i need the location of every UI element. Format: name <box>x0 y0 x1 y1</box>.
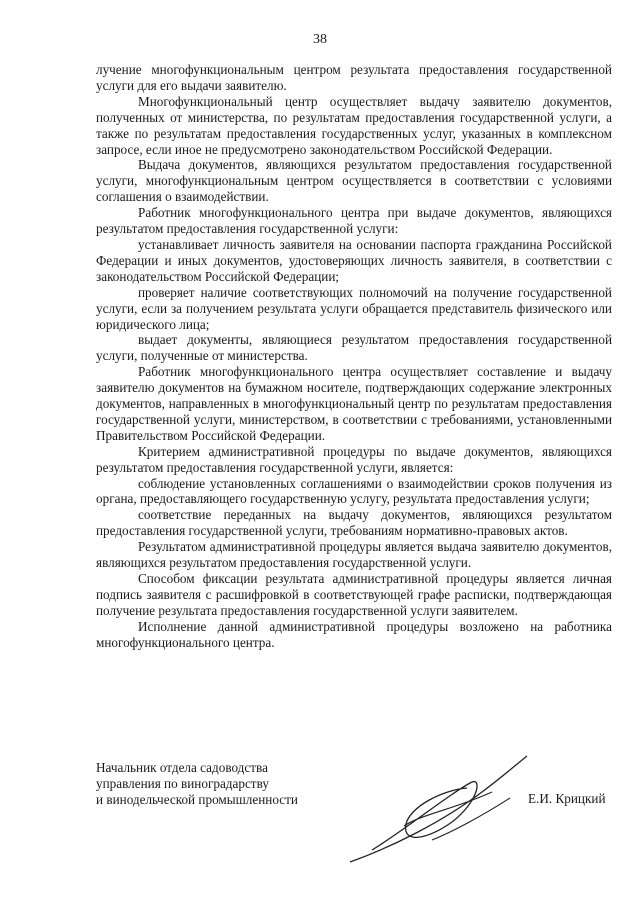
paragraph: соответствие переданных на выдачу документов, являющихся результатом предоставления государственной услуги, требованиям нормативно-правовых актов. <box>96 507 612 539</box>
signatory-title-line: и винодельческой промышленности <box>96 791 298 807</box>
paragraph: Критерием административной процедуры по выдаче документов, являющихся результатом предоставления государственной услуги, является: <box>96 443 612 475</box>
signatory-title-line: Начальник отдела садоводства <box>96 760 268 775</box>
signatory-name: Е.И. Крицкий <box>528 791 606 806</box>
paragraph: Способом фиксации результата административной процедуры является личная подпись заявителя с расшифровкой в соответствующей графе расписки, подтверждающая получение результата предоставления государственной услуги заявителем. <box>96 571 612 618</box>
signature-block <box>96 760 616 870</box>
paragraph: проверяет наличие соответствующих полномочий на получение государственной услуги, если за получением результата услуги обращается представитель физического или юридического лица; <box>96 284 612 332</box>
paragraph: Многофункциональный центр осуществляет выдачу заявителю документов, полученных от министерства, по результатам предоставления государственной услуги, а также по результатам предоставления государственных услуг, указанных в комплексном запросе, если иное не предусмотрено законодательством Российской Федерации. <box>96 93 612 157</box>
paragraph: Работник многофункционального центра осуществляет составление и выдачу заявителю документов на бумажном носителе, подтверждающих содержание электронных документов, направленных в многофункциональный центр по результатам предоставления государственной услуги, министерством, в соответствии с требованиями, установленными Правительством Российской Федерации. <box>96 364 612 443</box>
document-body <box>96 62 612 651</box>
signatory-title <box>96 760 356 807</box>
paragraph: Результатом административной процедуры является выдача заявителю документов, являющихся результатом предоставления государственной услуги. <box>96 539 612 571</box>
signatory-title-line: управления по виноградарству <box>96 775 269 791</box>
paragraph: Исполнение данной административной процедуры возложено на работника многофункционального центра. <box>96 618 612 650</box>
paragraph: Выдача документов, являющихся результатом предоставления государственной услуги, многофункциональным центром осуществляется в соответствии с условиями соглашения о взаимодействии. <box>96 157 612 205</box>
page-number: 38 <box>313 32 327 47</box>
paragraph: соблюдение установленных соглашениями о взаимодействии сроков получения из органа, предоставляющего государственную услугу, результата предоставления услуги; <box>96 475 612 507</box>
paragraph-continuation: лучение многофункциональным центром результата предоставления государственной услуги для его выдачи заявителю. <box>96 62 612 93</box>
paragraph: устанавливает личность заявителя на основании паспорта гражданина Российской Федерации и иных документов, удостоверяющих личность заявителя, в соответствии с законодательством Российской Федерации; <box>96 236 612 284</box>
handwritten-signature <box>332 752 532 870</box>
paragraph: Работник многофункционального центра при выдаче документов, являющихся результатом предоставления государственной услуги: <box>96 205 612 237</box>
paragraph: выдает документы, являющиеся результатом предоставления государственной услуги, полученные от министерства. <box>96 332 612 364</box>
